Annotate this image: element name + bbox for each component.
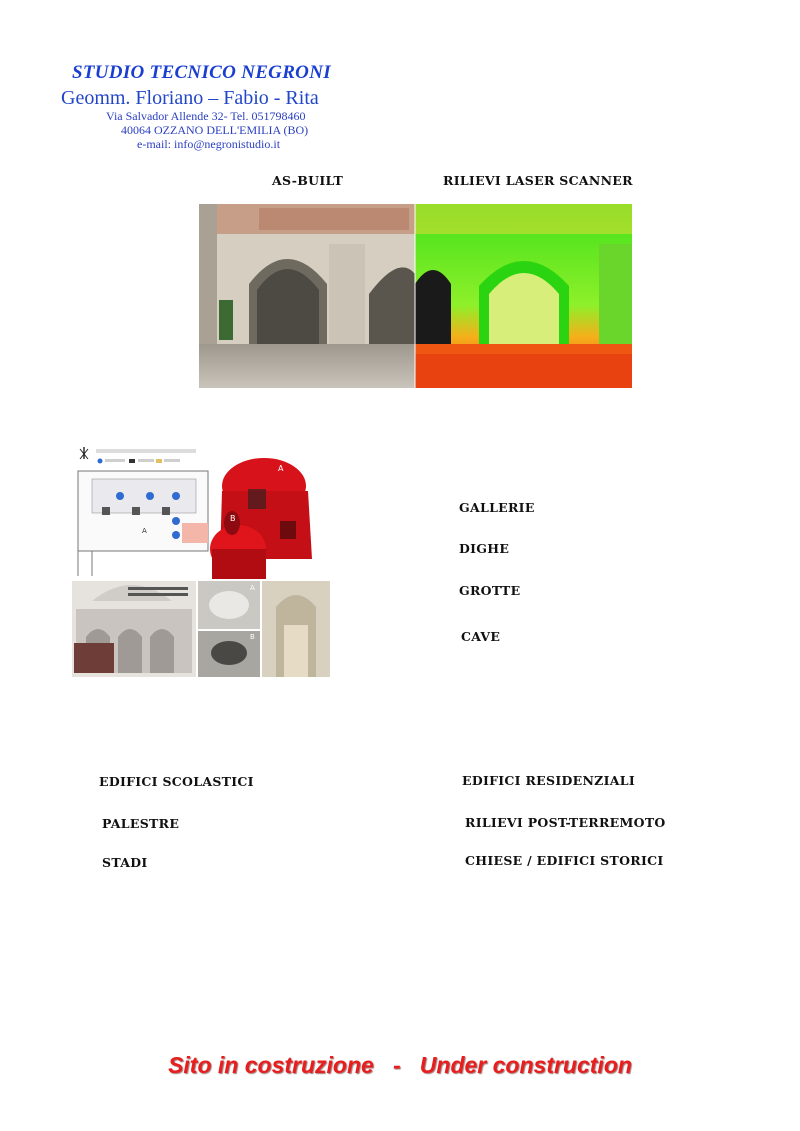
studio-address: Via Salvador Allende 32- Tel. 051798460 [106, 109, 306, 123]
as-built-label: AS-BUILT [272, 173, 344, 188]
service-rilievi-post-terremoto: RILIEVI POST-TERREMOTO [465, 815, 666, 830]
studio-name: STUDIO TECNICO NEGRONI [72, 62, 331, 83]
scan-letter-b2: B [250, 633, 255, 641]
laser-scanner-label: RILIEVI LASER SCANNER [443, 173, 633, 188]
studio-email[interactable]: e-mail: info@negronistudio.it [137, 137, 281, 151]
scan-letter-a: A [278, 464, 284, 473]
service-chiese-edifici-storici: CHIESE / EDIFICI STORICI [465, 853, 664, 868]
svg-text:A: A [142, 527, 147, 535]
laser-scan-survey-figure [72, 441, 330, 677]
scan-letter-b: B [230, 514, 236, 523]
service-palestre: PALESTRE [102, 816, 180, 831]
service-stadi: STADI [102, 855, 148, 870]
studio-people: Geomm. Floriano – Fabio - Rita [61, 87, 319, 109]
service-cave: CAVE [461, 629, 501, 644]
service-edifici-residenziali: EDIFICI RESIDENZIALI [462, 773, 635, 788]
service-gallerie: GALLERIE [459, 500, 535, 515]
under-construction-footer: Sito in costruzione - Under construction [168, 1052, 632, 1078]
service-edifici-scolastici: EDIFICI SCOLASTICI [99, 774, 254, 789]
scan-letter-a2: A [250, 584, 255, 592]
as-built-laser-comparison-image [199, 204, 632, 388]
service-grotte: GROTTE [459, 583, 521, 598]
service-dighe: DIGHE [459, 541, 510, 556]
studio-city: 40064 OZZANO DELL'EMILIA (BO) [121, 123, 309, 137]
